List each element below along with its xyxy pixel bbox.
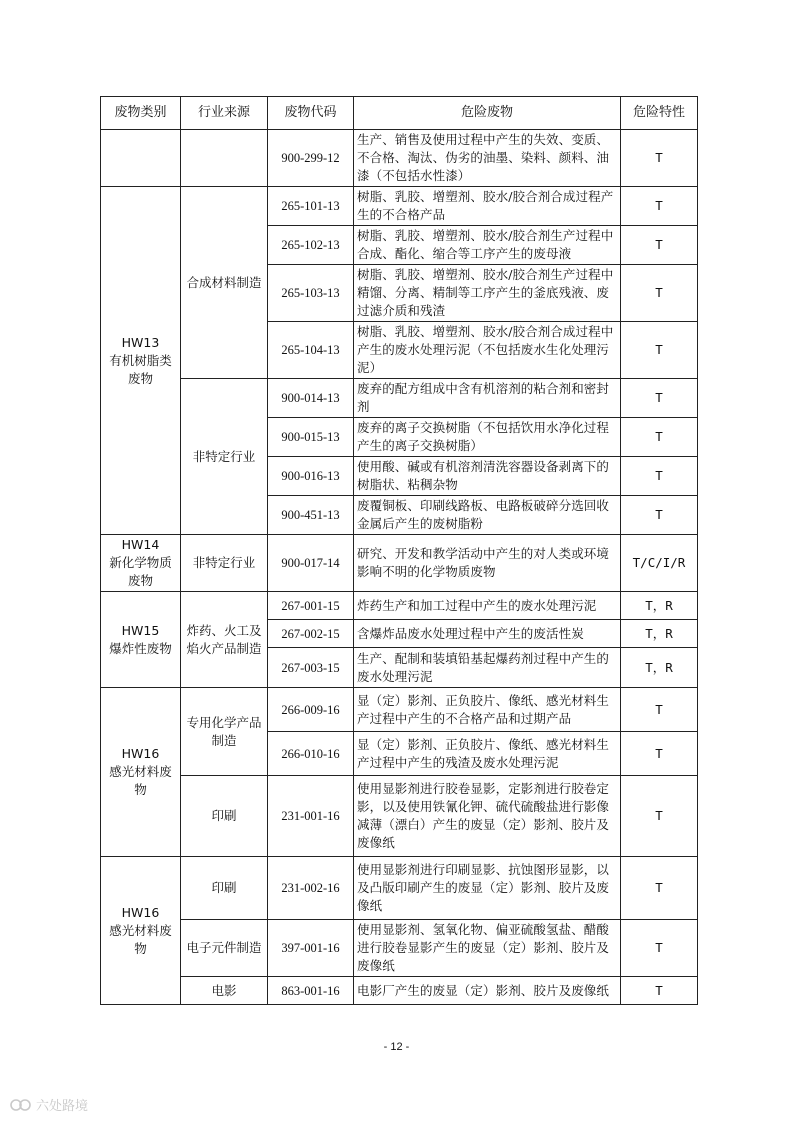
category-name-suffix: 废物: [127, 573, 153, 588]
waste-description: 使用显影剂进行印刷显影、抗蚀图形显影，以及凸版印刷产生的废显（定）影剂、胶片及废像纸: [354, 857, 621, 920]
waste-description: 生产、配制和装填铅基起爆药剂过程中产生的废水处理污泥: [354, 648, 621, 688]
category-hw13: [101, 187, 181, 535]
category-cell-empty: [101, 130, 181, 187]
source-printing: 印刷: [181, 776, 268, 857]
waste-code: 900-014-13: [268, 379, 354, 418]
category-hw16-continued: [101, 857, 181, 1005]
waste-code: 900-015-13: [268, 418, 354, 457]
source-non-specific: 非特定行业: [181, 379, 268, 535]
hazard-property: T: [621, 732, 698, 776]
table-row: [101, 535, 698, 592]
hazard-property: T: [621, 226, 698, 265]
hazard-property: T，R: [621, 648, 698, 688]
category-code: HW15: [121, 622, 160, 638]
hazard-property: T: [621, 857, 698, 920]
header-category: 废物类别: [101, 97, 181, 130]
hazard-property: T: [621, 379, 698, 418]
category-hw14: [101, 535, 181, 592]
table-row: [101, 776, 698, 857]
hazard-property: T: [621, 776, 698, 857]
waste-code: 231-001-16: [268, 776, 354, 857]
waste-description: 树脂、乳胶、增塑剂、胶水/胶合剂生产过程中精馏、分离、精制等工序产生的釜底残液、废过滤介质和残渣: [354, 265, 621, 322]
source-synthetic-materials: 合成材料制造: [181, 187, 268, 379]
hazard-property: T: [621, 130, 698, 187]
hazardous-waste-table: [100, 96, 698, 1005]
waste-description: 使用显影剂、氢氧化物、偏亚硫酸氢盐、醋酸进行胶卷显影产生的废显（定）影剂、胶片及废像纸: [354, 920, 621, 977]
waste-description: 含爆炸品废水处理过程中产生的废活性炭: [354, 620, 621, 648]
hazard-property: T: [621, 457, 698, 496]
table-row: [101, 920, 698, 977]
table-row: [101, 130, 698, 187]
category-name: 感光材料废物: [109, 764, 172, 797]
waste-code: 265-104-13: [268, 322, 354, 379]
header-property: 危险特性: [621, 97, 698, 130]
waste-code: 265-101-13: [268, 187, 354, 226]
source-printing: 印刷: [181, 857, 268, 920]
table-row: [101, 688, 698, 732]
source-explosives: 炸药、火工及焰火产品制造: [181, 592, 268, 688]
source-non-specific: 非特定行业: [181, 535, 268, 592]
watermark-text: 六处路境: [36, 1099, 89, 1114]
category-name: 爆炸性废物: [109, 640, 172, 656]
waste-code: 900-016-13: [268, 457, 354, 496]
waste-description: 废弃的配方组成中含有机溶剂的粘合剂和密封剂: [354, 379, 621, 418]
source-cell-empty: [181, 130, 268, 187]
header-source: 行业来源: [181, 97, 268, 130]
hazard-property: T，R: [621, 592, 698, 620]
category-code: HW16: [121, 746, 160, 761]
table-row: [101, 977, 698, 1005]
header-code: 废物代码: [268, 97, 354, 130]
waste-description: 使用显影剂进行胶卷显影，定影剂进行胶卷定影，以及使用铁氰化钾、硫代硫酸盐进行影像减薄（漂白）产生的废显（定）影剂、胶片及废像纸: [354, 776, 621, 857]
category-code: HW14: [121, 537, 160, 552]
hazard-property: T: [621, 496, 698, 535]
table-row: [101, 857, 698, 920]
waste-description: 生产、销售及使用过程中产生的失效、变质、不合格、淘汰、伪劣的油墨、染料、颜料、油漆（不包括水性漆）: [354, 130, 621, 187]
waste-description: 炸药生产和加工过程中产生的废水处理污泥: [354, 592, 621, 620]
category-hw15: [101, 592, 181, 688]
source-electronics: 电子元件制造: [181, 920, 268, 977]
waste-code: 266-009-16: [268, 688, 354, 732]
page-number: - 12 -: [383, 1041, 410, 1053]
waste-code: 267-001-15: [268, 592, 354, 620]
hazard-property: T: [621, 688, 698, 732]
hazard-property: T: [621, 920, 698, 977]
hazard-property: T: [621, 322, 698, 379]
watermark: [10, 1095, 88, 1114]
category-name: 有机树脂类: [109, 352, 172, 368]
hazard-property: T: [621, 265, 698, 322]
waste-description: 显（定）影剂、正负胶片、像纸、感光材料生产过程中产生的残渣及废水处理污泥: [354, 732, 621, 776]
table-row: [101, 592, 698, 620]
watermark-logo-icon: [10, 1097, 32, 1113]
hazard-property: T/C/I/R: [621, 535, 698, 592]
waste-description: 显（定）影剂、正负胶片、像纸、感光材料生产过程中产生的不合格产品和过期产品: [354, 688, 621, 732]
category-name-suffix: 废物: [127, 370, 153, 386]
waste-description: 电影厂产生的废显（定）影剂、胶片及废像纸: [354, 977, 621, 1005]
waste-code: 900-017-14: [268, 535, 354, 592]
hazard-property: T: [621, 977, 698, 1005]
waste-description: 树脂、乳胶、增塑剂、胶水/胶合剂合成过程中产生的废水处理污泥（不包括废水生化处理污泥）: [354, 322, 621, 379]
waste-description: 使用酸、碱或有机溶剂清洗容器设备剥离下的树脂状、粘稠杂物: [354, 457, 621, 496]
category-code: HW13: [121, 334, 160, 350]
waste-code: 267-002-15: [268, 620, 354, 648]
waste-code: 265-102-13: [268, 226, 354, 265]
table-row: [101, 187, 698, 226]
waste-code: 265-103-13: [268, 265, 354, 322]
waste-code: 267-003-15: [268, 648, 354, 688]
category-name: 感光材料废物: [109, 922, 172, 956]
source-special-chemicals: 专用化学产品制造: [181, 688, 268, 776]
hazard-property: T，R: [621, 620, 698, 648]
header-waste: 危险废物: [354, 97, 621, 130]
table-header-row: [101, 97, 698, 130]
waste-code: 900-451-13: [268, 496, 354, 535]
waste-code: 397-001-16: [268, 920, 354, 977]
category-code: HW16: [121, 904, 160, 920]
hazard-property: T: [621, 187, 698, 226]
category-hw16: [101, 688, 181, 857]
waste-description: 研究、开发和教学活动中产生的对人类或环境影响不明的化学物质废物: [354, 535, 621, 592]
waste-code: 266-010-16: [268, 732, 354, 776]
waste-code: 231-002-16: [268, 857, 354, 920]
waste-description: 废弃的离子交换树脂（不包括饮用水净化过程产生的离子交换树脂）: [354, 418, 621, 457]
waste-description: 树脂、乳胶、增塑剂、胶水/胶合剂合成过程产生的不合格产品: [354, 187, 621, 226]
category-name: 新化学物质: [109, 555, 172, 570]
waste-description: 树脂、乳胶、增塑剂、胶水/胶合剂生产过程中合成、酯化、缩合等工序产生的废母液: [354, 226, 621, 265]
source-film: 电影: [181, 977, 268, 1005]
table-row: [101, 379, 698, 418]
waste-description: 废覆铜板、印刷线路板、电路板破碎分选回收金属后产生的废树脂粉: [354, 496, 621, 535]
hazard-property: T: [621, 418, 698, 457]
waste-code: 900-299-12: [268, 130, 354, 187]
waste-code: 863-001-16: [268, 977, 354, 1005]
